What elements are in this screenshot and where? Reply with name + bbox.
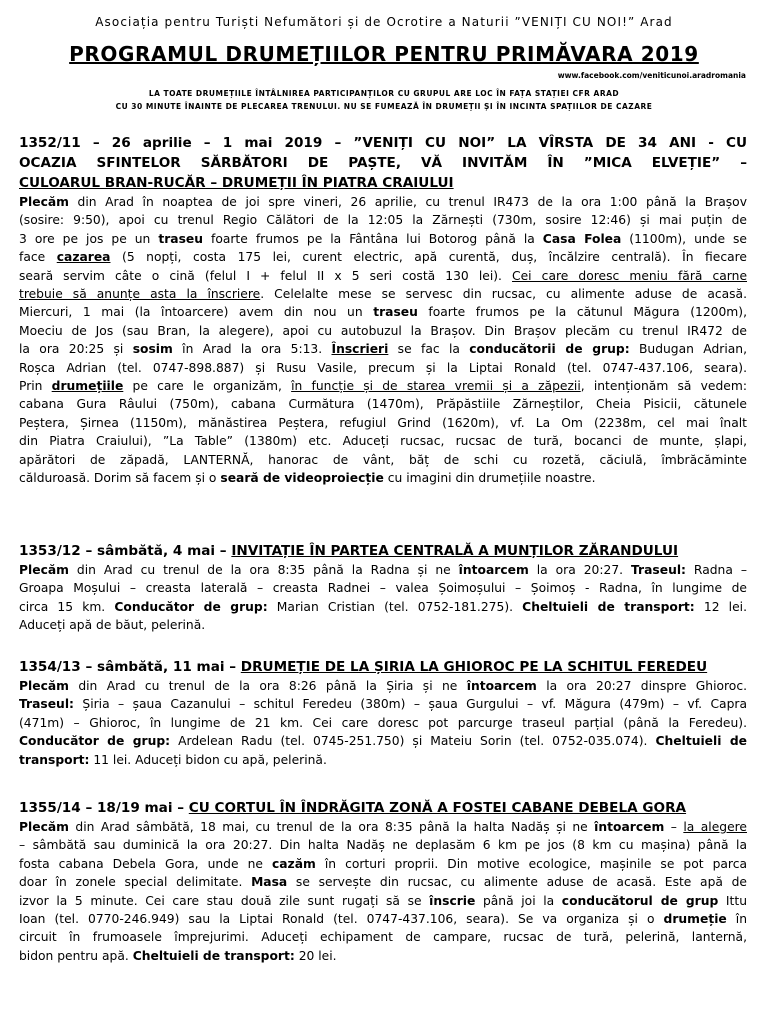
facebook-link[interactable]: www.facebook.com/veniticunoi.aradromania [557, 71, 746, 80]
trip-1354 [19, 657, 747, 769]
trip-text-line: face cazarea (5 nopți, costa 175 lei, curent electric, apă curentă, duș, încălzire centrală). În fiecare [19, 250, 747, 265]
trip-text-line: Plecăm din Arad cu trenul de la ora 8:26 până la Șiria și ne întoarcem la ora 20:27 dinspre Ghioroc. [19, 679, 747, 693]
trip-heading-line: CULOARUL BRAN-RUCĂR – DRUMEȚII ÎN PIATRA CRAIULUI [19, 175, 454, 191]
trip-heading-line: OCAZIA SFINTELOR SĂRBĂTORI DE PAȘTE, VĂ INVITĂM ÎN ”MICA ELVEȚIE” – [19, 155, 747, 171]
page-title: PROGRAMUL DRUMEȚIILOR PENTRU PRIMĂVARA 2019 [69, 42, 699, 66]
trip-heading-line: 1353/12 – sâmbătă, 4 mai – INVITAȚIE ÎN PARTEA CENTRALĂ A MUNȚILOR ZĂRANDULUI [19, 543, 679, 559]
meeting-notice-line2: CU 30 MINUTE ÎNAINTE DE PLECAREA TRENULUI. NU SE FUMEAZĂ ÎN DRUMEȚII ȘI ÎN INCINTA SPAȚIILOR DE CAZARE [115, 102, 653, 111]
trip-text-line: circuit în frumoasele împrejurimi. Aduceți echipament de campare, rucsac de tură, pelerină, lanternă, [19, 930, 747, 945]
trip-1355 [19, 798, 747, 965]
trip-text-line: Aduceți apă de băut, pelerină. [19, 618, 206, 633]
trip-heading-line: 1354/13 – sâmbătă, 11 mai – DRUMEȚIE DE LA ȘIRIA LA GHIOROC PE LA SCHITUL FEREDEU [19, 659, 708, 675]
trip-heading-line: 1352/11 – 26 aprilie – 1 mai 2019 – ”VENIȚI CU NOI” LA VÎRSTA DE 34 ANI - CU [19, 135, 747, 151]
trip-heading-line: 1355/14 – 18/19 mai – CU CORTUL ÎN ÎNDRĂGITA ZONĂ A FOSTEI CABANE DEBELA GORA [19, 800, 687, 816]
trip-text-line: – sâmbătă sau duminică la ora 20:27. Din halta Nadăș ne deplasăm 6 km pe jos (8 km cu mașina) până la [19, 838, 747, 853]
trip-1353 [19, 541, 747, 635]
trip-text-line: Prin drumețiile pe care le organizăm, în funcție și de starea vremii și a zăpezii, intenționăm să vedem: [19, 379, 747, 394]
trip-text-line: Moeciu de Jos (sau Bran, la alegere), apoi cu autobuzul la Brașov. Din Brașov plecăm cu trenul IR472 de [19, 323, 747, 338]
trip-text-line: Miercuri, 1 mai (la întoarcere) avem din nou un traseu foarte frumos pe la cătunul Măgura (1200m), [19, 305, 747, 320]
trip-text-line: (sosire: 9:50), apoi cu trenul Regio Călători de la 12:05 la Zărnești (730m, sosire 12:46) și mai puțin de [19, 213, 747, 228]
meeting-notice-line1: LA TOATE DRUMEȚIILE ÎNTÂLNIREA PARTICIPANȚILOR CU GRUPUL ARE LOC ÎN FAȚA STAȚIEI CFR ARAD [148, 89, 620, 98]
trip-text-line: izvor la 5 minute. Cei care stau două zile sunt rugați să se înscrie până joi la conducătorul de grup Ittu [19, 893, 747, 908]
trip-text-line: trebuie să anunțe asta la înscriere. Celelalte mese se servesc din rucsac, cu alimente aduse de acasă. [19, 287, 748, 302]
trip-text-line: cabana Gura Râului (750m), cabana Curmătura (1470m), Prăpăstiile Zărneștilor, Cheia Pisicii, cătunele [19, 397, 747, 412]
trip-text-line: Plecăm din Arad în noaptea de joi spre vineri, 26 aprilie, cu trenul IR473 de la ora 1:00 până la Brașov [19, 195, 747, 209]
trip-text-line: apărători de zăpadă, LANTERNĂ, hanorac de vânt, băț de schi cu rozetă, căciulă, îmbrăcăminte [19, 452, 747, 467]
trip-text-line: Ioan (tel. 0770-246.949) sau la Liptai Ronald (tel. 0747-437.106, seara). Se va organiza și o drumeție în [19, 912, 747, 927]
trip-text-line: fosta cabana Debela Gora, unde ne cazăm în corturi proprii. Din motive ecologice, mașinile se pot parca [19, 856, 748, 871]
trip-text-line: Traseul: Șiria – șaua Cazanului – schitul Feredeu (380m) – șaua Gurgului – vf. Măgura (479m) – vf. Capra [19, 697, 747, 712]
trip-text-line: Conducător de grup: Ardelean Radu (tel. 0745-251.750) și Mateiu Sorin (tel. 0752-035.074). Cheltuieli de [19, 734, 747, 749]
trip-text-line: doar în zonele special delimitate. Masa se servește din rucsac, cu alimente aduse de acasă. Este apă de [19, 875, 747, 890]
trip-text-line: circa 15 km. Conducător de grup: Marian Cristian (tel. 0752-181.275). Cheltuieli de transport: 12 lei. [19, 599, 747, 614]
trip-text-line: din Piatra Craiului), ”La Table” (1380m) etc. Aduceți rucsac, rucsac de tură, bocanci de munte, șlapi, [19, 434, 747, 449]
trip-text-line: la ora 20:25 și sosim în Arad la ora 5:13. Înscrieri se fac la conducătorii de grup: Budugan Adrian, [19, 342, 747, 357]
trip-text-line: seară servim câte o cină (felul I + felul II x 5 seri costă 130 lei). Cei care doresc meniu fără carne [19, 268, 748, 283]
organization-name: Asociația pentru Turiști Nefumători și de Ocrotire a Naturii ”VENIȚI CU NOI!” Arad [95, 15, 673, 29]
trip-text-line: Roșca Adrian (tel. 0747-898.887) și Rusu Vasile, precum și la Liptai Ronald (tel. 0747-437.106, seara). [19, 360, 747, 375]
trip-text-line: Peștera, Șirnea (1150m), mănăstirea Peștera, refugiul Grind (1620m), vf. La Om (2238m, cel mai înalt [19, 415, 747, 430]
trip-1352 [19, 133, 747, 488]
trip-text-line: Plecăm din Arad cu trenul de la ora 8:35 până la Radna și ne întoarcem la ora 20:27. Traseul: Radna – [19, 563, 747, 577]
trip-text-line: 3 ore pe jos pe un traseu foarte frumos pe la Fântâna lui Botorog până la Casa Folea (1100m), unde se [19, 231, 747, 246]
trip-text-line: călduroasă. Dorim să facem și o seară de videoproiecție cu imagini din drumețiile noastre. [19, 471, 596, 486]
trip-text-line: (471m) – Ghioroc, în lungime de 21 km. Cei care doresc pot parcurge traseul parțial (până la Feredeu). [19, 715, 747, 730]
trip-text-line: Groapa Moșului – creasta laterală – creasta Radnei – valea Șoimoșului – Șoimoș - Radna, în lungime de [19, 581, 747, 596]
trip-text-line: Plecăm din Arad sâmbătă, 18 mai, cu trenul de la ora 8:35 până la halta Nadăș și ne întoarcem – la alegere [19, 820, 747, 834]
trip-text-line: transport: 11 lei. Aduceți bidon cu apă, pelerină. [19, 752, 327, 767]
trip-text-line: bidon pentru apă. Cheltuieli de transport: 20 lei. [19, 948, 337, 963]
